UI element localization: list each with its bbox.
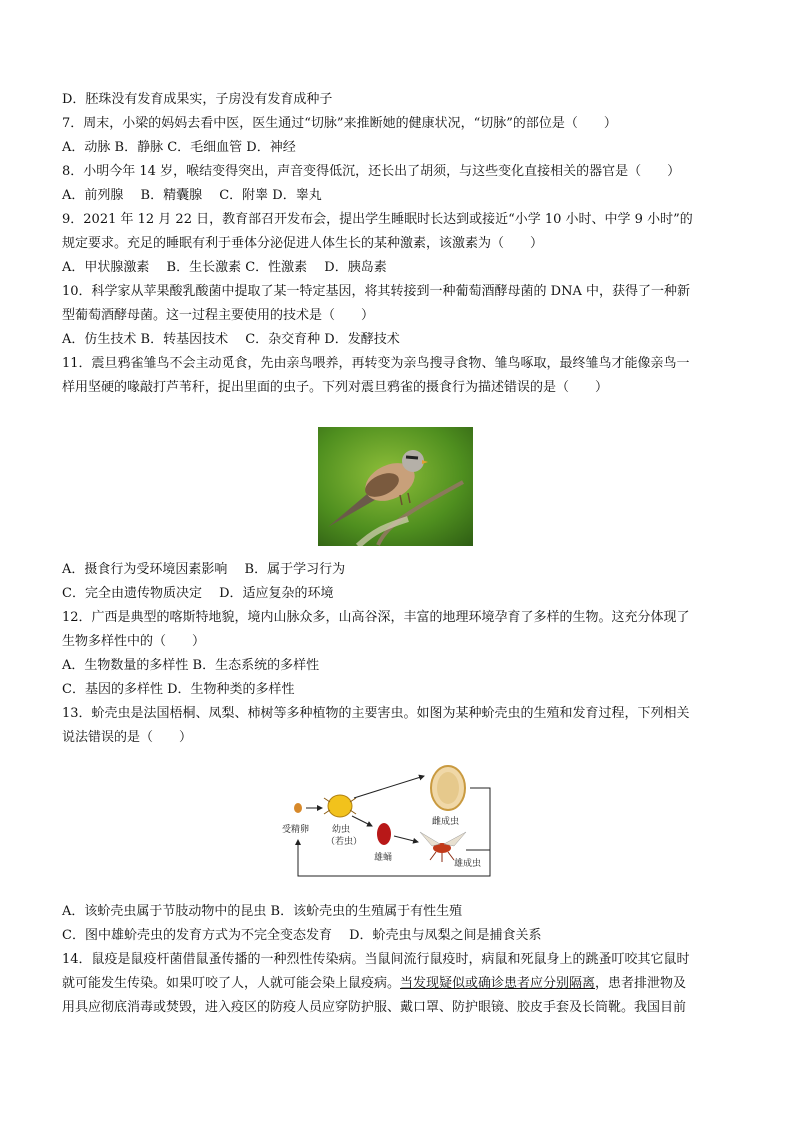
question-10-cont: 型葡萄酒酵母菌。这一过程主要使用的技术是（ ） [62,308,375,323]
question-9: 9．2021 年 12 月 22 日，教育部召开发布会，提出学生睡眠时长达到或接近“小学 10 小时、中学 9 小时”的 [62,212,693,227]
underlined-text: 当发现疑似或确诊患者应分别隔离 [400,976,596,991]
options-10: A．仿生技术 B．转基因技术 C．杂交育种 D．发酵技术 [62,332,400,347]
question-7: 7．周末，小梁的妈妈去看中医，医生通过“切脉”来推断她的健康状况，“切脉”的部位是（ ） [62,116,617,131]
text-line: D．胚珠没有发育成果实，子房没有发育成种子 [62,92,333,107]
question-10: 10．科学家从苹果酸乳酸菌中提取了某一特定基因，将其转接到一种葡萄酒酵母菌的 DNA 中，获得了一种新 [62,284,690,299]
question-13-cont: 说法错误的是（ ） [62,730,193,745]
options-11-c: C．完全由遗传物质决定 D．适应复杂的环境 [62,586,334,601]
larva-icon [328,795,352,817]
label-female: 雌成虫 [432,817,460,827]
options-7: A．动脉 B．静脉 C．毛细血管 D．神经 [62,140,296,155]
question-12-cont: 生物多样性中的（ ） [62,634,206,649]
options-13-a: A．该蚧壳虫属于节肢动物中的昆虫 B．该蚧壳虫的生殖属于有性生殖 [62,904,463,919]
life-cycle-diagram [280,762,504,880]
options-9: A．甲状腺激素 B．生长激素 C．性激素 D．胰岛素 [62,260,387,275]
label-male-pupa: 雄蛹 [374,853,393,863]
question-13: 13．蚧壳虫是法国梧桐、凤梨、柿树等多种植物的主要害虫。如图为某种蚧壳虫的生殖和发育过程，下列相关 [62,706,690,721]
male-pupa-icon [377,823,391,845]
options-12-c: C．基因的多样性 D．生物种类的多样性 [62,682,295,697]
document-body [62,88,742,1020]
question-14-last: 用具应彻底消毒或焚毁，进入疫区的防疫人员应穿防护服、戴口罩、防护眼镜、胶皮手套及长筒靴。我国目前 [62,1000,687,1015]
options-12-a: A．生物数量的多样性 B．生态系统的多样性 [62,658,320,673]
question-11-cont: 样用坚硬的喙敲打芦苇秆，捉出里面的虫子。下列对震旦鸦雀的摄食行为描述错误的是（ ） [62,380,609,395]
options-11-a: A．摄食行为受环境因素影响 B．属于学习行为 [62,562,346,577]
question-9-cont: 规定要求。充足的睡眠有利于垂体分泌促进人体生长的某种激素，该激素为（ ） [62,236,544,251]
question-12: 12．广西是典型的喀斯特地貌，境内山脉众多，山高谷深，丰富的地理环境孕育了多样的生物。这充分体现了 [62,610,690,625]
label-egg: 受精卵 [282,825,310,835]
question-8: 8．小明今年 14 岁，喉结变得突出，声音变得低沉，还长出了胡须，与这些变化直接相关的器官是（ ） [62,164,681,179]
egg-icon [294,803,302,813]
label-larva: 幼虫 [332,825,351,835]
options-8: A．前列腺 B．精囊腺 C．附睾 D．睾丸 [62,188,322,203]
question-14: 14．鼠疫是鼠疫杆菌借鼠蚤传播的一种烈性传染病。当鼠间流行鼠疫时，病鼠和死鼠身上的跳蚤叮咬其它鼠时 [62,952,690,967]
label-male: 雄成虫 [454,859,482,869]
male-adult-icon [420,832,466,862]
bird-photo [318,427,473,546]
question-11: 11．震旦鸦雀雏鸟不会主动觅食，先由亲鸟喂养，再转变为亲鸟搜寻食物、雏鸟啄取，最终雏鸟才能像亲鸟一 [62,356,690,371]
options-13-c: C．图中雄蚧壳虫的发育方式为不完全变态发育 D．蚧壳虫与凤梨之间是捕食关系 [62,928,542,943]
question-14-cont: 就可能发生传染。如果叮咬了人，人就可能会染上鼠疫病。当发现疑似或确诊患者应分别隔离，患者排泄物及 [62,976,687,991]
label-larva-sub: （若虫） [326,837,363,847]
